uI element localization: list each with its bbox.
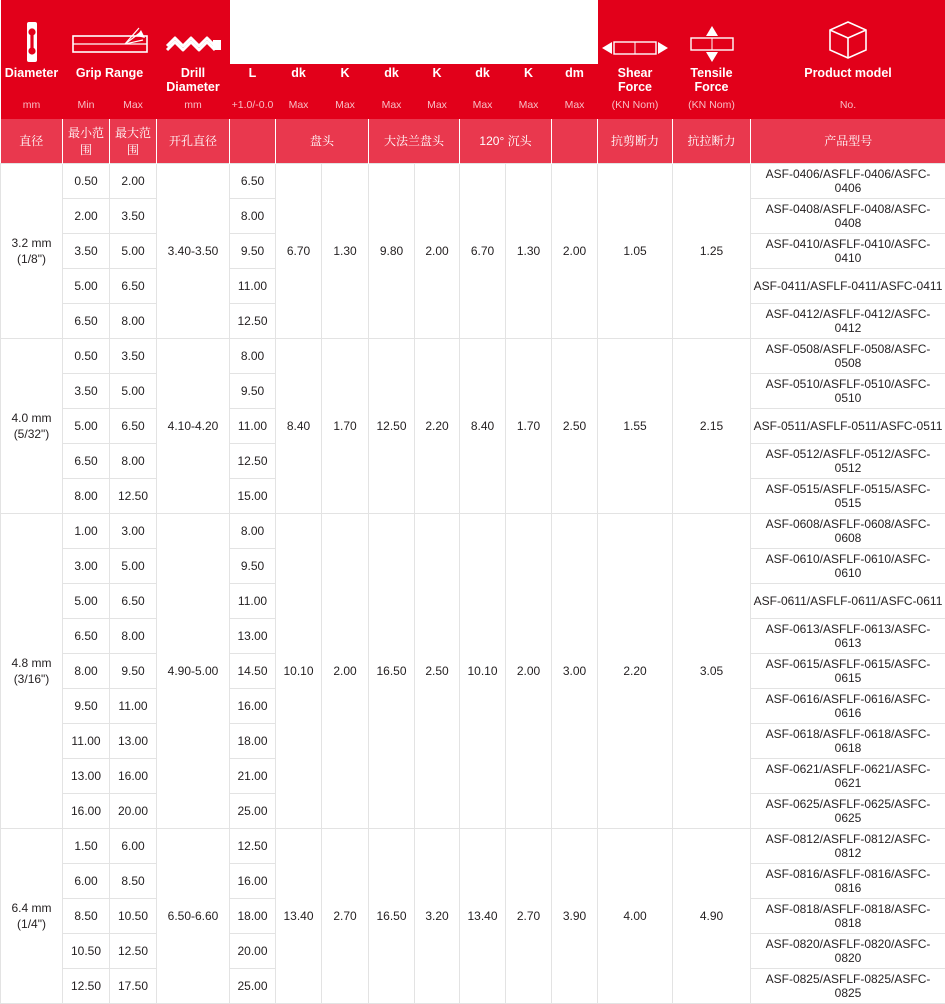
cell-grip-max: 9.50 [110, 653, 157, 688]
cell-length: 8.00 [230, 513, 276, 548]
cell-dk-dome: 10.10 [276, 513, 322, 828]
cell-length: 9.50 [230, 373, 276, 408]
cell-grip-max: 8.00 [110, 618, 157, 653]
cell-grip-max: 3.50 [110, 198, 157, 233]
cell-length: 11.00 [230, 583, 276, 618]
cell-tensile-force: 1.25 [673, 163, 751, 338]
cell-drill-diameter: 6.50-6.60 [157, 828, 230, 1003]
cell-drill-diameter: 4.10-4.20 [157, 338, 230, 513]
cell-product-model: ASF-0616/ASFLF-0616/ASFC-0616 [751, 688, 945, 723]
table-row [1, 163, 945, 198]
header-icon-row [1, 0, 945, 64]
cell-grip-max: 8.00 [110, 303, 157, 338]
cell-tensile-force: 3.05 [673, 513, 751, 828]
cell-product-model: ASF-0512/ASFLF-0512/ASFC-0512 [751, 443, 945, 478]
cell-product-model: ASF-0618/ASFLF-0618/ASFC-0618 [751, 723, 945, 758]
cell-grip-min: 6.00 [63, 863, 110, 898]
cell-shear-force: 1.05 [598, 163, 673, 338]
cell-k-dome: 2.00 [322, 513, 369, 828]
cell-k-large-flange: 3.20 [415, 828, 460, 1003]
col-unit-diameter: mm [1, 99, 63, 119]
cell-drill-diameter: 3.40-3.50 [157, 163, 230, 338]
col-unit-k2: Max [415, 99, 460, 119]
cell-product-model: ASF-0508/ASFLF-0508/ASFC-0508 [751, 338, 945, 373]
shear-force-icon [598, 0, 673, 64]
cell-k-countersunk: 2.70 [506, 828, 552, 1003]
drill-bit-icon [157, 0, 230, 64]
table-row [1, 828, 945, 863]
cell-dm: 3.00 [552, 513, 598, 828]
cell-grip-max: 8.50 [110, 863, 157, 898]
cell-grip-min: 3.50 [63, 233, 110, 268]
cell-grip-max: 3.00 [110, 513, 157, 548]
col-title-diameter: Diameter [1, 64, 63, 99]
cell-length: 12.50 [230, 443, 276, 478]
cell-length: 11.00 [230, 408, 276, 443]
col-cn-tensile: 抗拉断力 [673, 119, 751, 164]
cell-grip-min: 5.00 [63, 268, 110, 303]
cell-grip-max: 8.00 [110, 443, 157, 478]
col-title-shear-force: Shear Force [598, 64, 673, 99]
table-row [1, 338, 945, 373]
col-unit-grip-max: Max [110, 99, 157, 119]
cell-product-model: ASF-0410/ASFLF-0410/ASFC-0410 [751, 233, 945, 268]
cell-k-countersunk: 1.70 [506, 338, 552, 513]
cell-grip-min: 8.50 [63, 898, 110, 933]
cell-product-model: ASF-0412/ASFLF-0412/ASFC-0412 [751, 303, 945, 338]
cell-product-model: ASF-0408/ASFLF-0408/ASFC-0408 [751, 198, 945, 233]
cell-length: 16.00 [230, 688, 276, 723]
cell-grip-min: 1.00 [63, 513, 110, 548]
cell-length: 6.50 [230, 163, 276, 198]
cell-k-countersunk: 1.30 [506, 163, 552, 338]
cell-grip-min: 2.00 [63, 198, 110, 233]
col-unit-dk2: Max [369, 99, 415, 119]
table-body [1, 163, 945, 1003]
cell-grip-max: 20.00 [110, 793, 157, 828]
cell-k-large-flange: 2.20 [415, 338, 460, 513]
header-title-row [1, 64, 945, 99]
cell-product-model: ASF-0818/ASFLF-0818/ASFC-0818 [751, 898, 945, 933]
cell-product-model: ASF-0411/ASFLF-0411/ASFC-0411 [751, 268, 945, 303]
col-cn-grip-max: 最大范围 [110, 119, 157, 164]
cell-grip-min: 8.00 [63, 653, 110, 688]
grip-range-icon [63, 0, 157, 64]
table-header [1, 0, 945, 163]
cell-product-model: ASF-0510/ASFLF-0510/ASFC-0510 [751, 373, 945, 408]
cell-k-dome: 2.70 [322, 828, 369, 1003]
cell-length: 25.00 [230, 968, 276, 1003]
cell-length: 20.00 [230, 933, 276, 968]
cell-dk-dome: 13.40 [276, 828, 322, 1003]
cell-dk-countersunk: 13.40 [460, 828, 506, 1003]
cell-length: 18.00 [230, 898, 276, 933]
cell-grip-min: 6.50 [63, 443, 110, 478]
cell-grip-max: 11.00 [110, 688, 157, 723]
col-title-dk1: dk [276, 64, 322, 99]
col-cn-dk1: 盘头 [276, 119, 369, 164]
cell-dk-large-flange: 16.50 [369, 513, 415, 828]
col-unit-k3: Max [506, 99, 552, 119]
cell-tensile-force: 2.15 [673, 338, 751, 513]
cell-grip-min: 3.50 [63, 373, 110, 408]
cell-k-large-flange: 2.50 [415, 513, 460, 828]
col-unit-l: +1.0/-0.0 [230, 99, 276, 119]
col-unit-tensile: (KN Nom) [673, 99, 751, 119]
cell-product-model: ASF-0515/ASFLF-0515/ASFC-0515 [751, 478, 945, 513]
col-unit-drill: mm [157, 99, 230, 119]
cell-product-model: ASF-0615/ASFLF-0615/ASFC-0615 [751, 653, 945, 688]
col-title-l: L [230, 64, 276, 99]
cell-dk-countersunk: 10.10 [460, 513, 506, 828]
col-unit-k1: Max [322, 99, 369, 119]
cell-length: 18.00 [230, 723, 276, 758]
col-unit-shear: (KN Nom) [598, 99, 673, 119]
rivet-diameter-icon [1, 0, 63, 64]
cell-grip-min: 5.00 [63, 408, 110, 443]
cell-grip-min: 6.50 [63, 303, 110, 338]
cell-length: 12.50 [230, 828, 276, 863]
cell-dk-large-flange: 9.80 [369, 163, 415, 338]
col-title-grip-range: Grip Range [63, 64, 157, 99]
cell-k-dome: 1.30 [322, 163, 369, 338]
col-title-tensile-force: Tensile Force [673, 64, 751, 99]
cell-grip-min: 8.00 [63, 478, 110, 513]
col-cn-shear: 抗剪断力 [598, 119, 673, 164]
col-unit-grip-min: Min [63, 99, 110, 119]
cell-grip-max: 6.50 [110, 268, 157, 303]
cell-dk-large-flange: 16.50 [369, 828, 415, 1003]
cell-grip-min: 12.50 [63, 968, 110, 1003]
col-cn-model: 产品型号 [751, 119, 945, 164]
cell-dk-countersunk: 6.70 [460, 163, 506, 338]
cell-drill-diameter: 4.90-5.00 [157, 513, 230, 828]
cell-grip-max: 6.50 [110, 408, 157, 443]
cell-dk-countersunk: 8.40 [460, 338, 506, 513]
cell-grip-max: 6.00 [110, 828, 157, 863]
cell-product-model: ASF-0825/ASFLF-0825/ASFC-0825 [751, 968, 945, 1003]
cell-grip-min: 0.50 [63, 338, 110, 373]
cell-grip-max: 13.00 [110, 723, 157, 758]
cell-length: 9.50 [230, 233, 276, 268]
cell-product-model: ASF-0511/ASFLF-0511/ASFC-0511 [751, 408, 945, 443]
col-title-dm: dm [552, 64, 598, 99]
cell-grip-min: 0.50 [63, 163, 110, 198]
cell-diameter: 3.2 mm (1/8") [1, 163, 63, 338]
header-unit-row [1, 99, 945, 119]
cell-dk-large-flange: 12.50 [369, 338, 415, 513]
cell-grip-max: 12.50 [110, 478, 157, 513]
cell-grip-min: 10.50 [63, 933, 110, 968]
cell-product-model: ASF-0816/ASFLF-0816/ASFC-0816 [751, 863, 945, 898]
cell-grip-max: 6.50 [110, 583, 157, 618]
cell-length: 12.50 [230, 303, 276, 338]
cell-grip-min: 9.50 [63, 688, 110, 723]
cell-grip-max: 16.00 [110, 758, 157, 793]
cell-dm: 3.90 [552, 828, 598, 1003]
cell-grip-max: 2.00 [110, 163, 157, 198]
cell-k-dome: 1.70 [322, 338, 369, 513]
cell-length: 9.50 [230, 548, 276, 583]
cell-product-model: ASF-0812/ASFLF-0812/ASFC-0812 [751, 828, 945, 863]
tensile-force-icon [673, 0, 751, 64]
cell-grip-min: 5.00 [63, 583, 110, 618]
cell-grip-min: 11.00 [63, 723, 110, 758]
cell-dm: 2.50 [552, 338, 598, 513]
col-unit-dm: Max [552, 99, 598, 119]
col-title-dk3: dk [460, 64, 506, 99]
col-cn-diameter: 直径 [1, 119, 63, 164]
cell-grip-max: 3.50 [110, 338, 157, 373]
cell-grip-min: 16.00 [63, 793, 110, 828]
col-title-k1: K [322, 64, 369, 99]
col-unit-model: No. [751, 99, 945, 119]
cell-length: 13.00 [230, 618, 276, 653]
col-cn-grip-min: 最小范围 [63, 119, 110, 164]
cell-product-model: ASF-0406/ASFLF-0406/ASFC-0406 [751, 163, 945, 198]
cell-shear-force: 4.00 [598, 828, 673, 1003]
col-title-dk2: dk [369, 64, 415, 99]
cell-shear-force: 1.55 [598, 338, 673, 513]
cell-length: 8.00 [230, 338, 276, 373]
cell-grip-max: 10.50 [110, 898, 157, 933]
cell-tensile-force: 4.90 [673, 828, 751, 1003]
col-cn-drill: 开孔直径 [157, 119, 230, 164]
col-unit-dk1: Max [276, 99, 322, 119]
cell-diameter: 4.8 mm (3/16") [1, 513, 63, 828]
table-row [1, 513, 945, 548]
cell-grip-max: 5.00 [110, 233, 157, 268]
cell-length: 11.00 [230, 268, 276, 303]
col-cn-l [230, 119, 276, 164]
cell-dm: 2.00 [552, 163, 598, 338]
cell-shear-force: 2.20 [598, 513, 673, 828]
cell-k-countersunk: 2.00 [506, 513, 552, 828]
cell-grip-max: 17.50 [110, 968, 157, 1003]
cell-length: 8.00 [230, 198, 276, 233]
cell-length: 16.00 [230, 863, 276, 898]
cell-grip-min: 3.00 [63, 548, 110, 583]
cell-dk-dome: 8.40 [276, 338, 322, 513]
cell-product-model: ASF-0613/ASFLF-0613/ASFC-0613 [751, 618, 945, 653]
cell-k-large-flange: 2.00 [415, 163, 460, 338]
cell-product-model: ASF-0621/ASFLF-0621/ASFC-0621 [751, 758, 945, 793]
product-box-icon [751, 0, 945, 64]
cell-grip-min: 1.50 [63, 828, 110, 863]
cell-diameter: 4.0 mm (5/32") [1, 338, 63, 513]
cell-length: 14.50 [230, 653, 276, 688]
cell-grip-max: 12.50 [110, 933, 157, 968]
cell-length: 15.00 [230, 478, 276, 513]
col-title-drill-diameter: Drill Diameter [157, 64, 230, 99]
cell-product-model: ASF-0611/ASFLF-0611/ASFC-0611 [751, 583, 945, 618]
col-cn-dk3: 120° 沉头 [460, 119, 552, 164]
cell-product-model: ASF-0820/ASFLF-0820/ASFC-0820 [751, 933, 945, 968]
cell-grip-min: 13.00 [63, 758, 110, 793]
header-chinese-row [1, 119, 945, 164]
cell-length: 21.00 [230, 758, 276, 793]
col-title-k2: K [415, 64, 460, 99]
col-cn-dm [552, 119, 598, 164]
cell-grip-min: 6.50 [63, 618, 110, 653]
col-title-k3: K [506, 64, 552, 99]
col-title-product-model: Product model [751, 64, 945, 99]
cell-grip-max: 5.00 [110, 373, 157, 408]
cell-product-model: ASF-0608/ASFLF-0608/ASFC-0608 [751, 513, 945, 548]
cell-grip-max: 5.00 [110, 548, 157, 583]
cell-dk-dome: 6.70 [276, 163, 322, 338]
cell-length: 25.00 [230, 793, 276, 828]
cell-diameter: 6.4 mm (1/4") [1, 828, 63, 1003]
col-unit-dk3: Max [460, 99, 506, 119]
cell-product-model: ASF-0625/ASFLF-0625/ASFC-0625 [751, 793, 945, 828]
col-cn-dk2: 大法兰盘头 [369, 119, 460, 164]
cell-product-model: ASF-0610/ASFLF-0610/ASFC-0610 [751, 548, 945, 583]
